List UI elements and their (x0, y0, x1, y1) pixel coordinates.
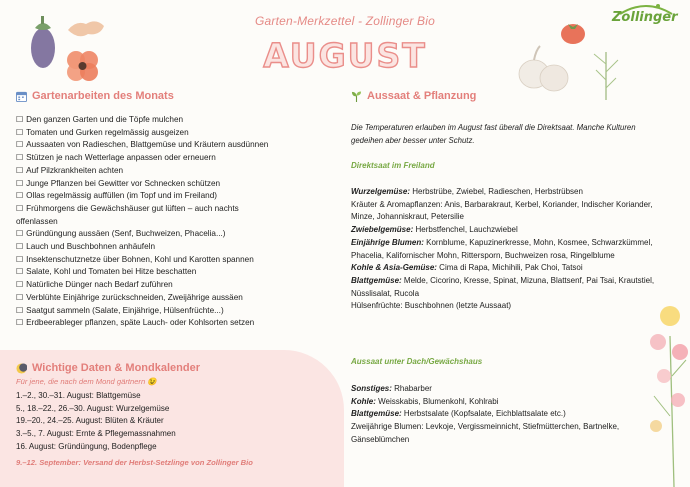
shipping-date-note: 9.–12. September: Versand der Herbst-Setzlinge von Zollinger Bio (16, 458, 253, 467)
checkbox-icon: ☐ (16, 229, 24, 239)
task-text: Lauch und Buschbohnen anhäufeln (26, 242, 156, 252)
task-text: Tomaten und Gurken regelmässig ausgeizen (26, 127, 189, 137)
brand-logo: Zollinger (612, 10, 678, 25)
calendar-icon (16, 91, 27, 102)
page-subtitle: Garten-Merkzettel - Zollinger Bio (255, 14, 435, 28)
sowing-entry-label: Einjährige Blumen: (351, 237, 424, 247)
sowing-entry-text: Hülsenfrüchte: Buschbohnen (letzte Aussaat) (351, 301, 512, 311)
sowing-entry-text: Cima di Rapa, Michihili, Pak Choi, Tatsoi (436, 263, 583, 273)
sowing-entry-label: Wurzelgemüse: (351, 187, 410, 196)
checkbox-icon: ☐ (16, 318, 24, 328)
moon-date-item: 5., 18.–22., 26.–30. August: Wurzelgemüse (16, 403, 170, 413)
sowing-entry-text: Kräuter & Aromapflanzen: Anis, Barbarakraut, Kerbel, Koriander, Indischer Koriander, Minze, Johanniskraut, Petersilie (351, 199, 653, 222)
page-title: AUGUST (263, 36, 427, 75)
sowing-heading (351, 90, 476, 102)
moon-heading (16, 362, 200, 374)
seedling-icon (351, 91, 362, 102)
task-text: Insektenschutznetze über Bohnen, Kohl und Karotten spannen (26, 254, 254, 264)
checkbox-icon: ☐ (16, 292, 24, 302)
sowing-entry-text: Herbstrübe, Zwiebel, Radieschen, Herbstrübsen (409, 187, 583, 196)
task-text: Frühmorgens die Gewächshäuser gut lüften – auch nachts (26, 203, 239, 213)
sowing-entry (351, 408, 661, 421)
garden-tasks-heading (16, 90, 174, 102)
moon-heading-label: Wichtige Daten & Mondkalender (32, 362, 200, 374)
task-item (16, 114, 336, 127)
task-item (16, 305, 336, 318)
task-item (16, 139, 336, 152)
sowing-entry (351, 237, 661, 262)
outdoor-sowing-list (351, 186, 661, 313)
sowing-entry-label: Sonstiges: (351, 384, 392, 393)
checkbox-icon: ☐ (16, 191, 24, 201)
task-item (16, 216, 336, 229)
moon-intro: Für jene, die nach dem Mond gärtnern 😉 (16, 377, 157, 386)
checkbox-icon: ☐ (16, 165, 24, 175)
checkbox-icon: ☐ (16, 115, 24, 124)
outdoor-sowing-heading: Direktsaat im Freiland (351, 161, 435, 170)
task-text: Aussaaten von Radieschen, Blattgemüse und Kräutern ausdünnen (26, 140, 269, 150)
sowing-entry-label: Kohle & Asia-Gemüse: (351, 263, 437, 273)
sowing-entry-text: Zweijährige Blumen: Levkoje, Vergissmeinnicht, Stiefmütterchen, Bartnelke, Gänseblümchen (351, 422, 620, 444)
moon-date-item: 19.–20., 24.–25. August: Blüten & Kräuter (16, 416, 164, 426)
checkbox-icon: ☐ (16, 127, 24, 137)
task-text: Saatgut sammeln (Salate, Einjährige, Hülsenfrüchte...) (26, 305, 224, 315)
checkbox-icon: ☐ (16, 280, 24, 290)
sowing-entry-label: Blattgemüse: (351, 409, 402, 419)
sowing-entry (351, 224, 661, 237)
sowing-entry (351, 396, 661, 409)
garden-tasks-heading-label: Gartenarbeiten des Monats (32, 90, 174, 102)
checkbox-icon: ☐ (16, 305, 24, 315)
covered-sowing-heading: Aussaat unter Dach/Gewächshaus (351, 357, 483, 366)
task-text: Stützen je nach Wetterlage anpassen oder erneuern (26, 153, 216, 163)
task-text: Salate, Kohl und Tomaten bei Hitze beschatten (26, 267, 197, 277)
task-item (16, 317, 336, 330)
sowing-entry (351, 262, 661, 275)
sowing-entry-text: Herbstfenchel, Lauchzwiebel (413, 225, 518, 235)
task-item (16, 279, 336, 292)
checkbox-icon: ☐ (16, 203, 24, 213)
moon-icon (16, 363, 27, 374)
sowing-entry (351, 199, 661, 224)
sowing-entry-label: Kohle: (351, 396, 376, 406)
garden-task-list (16, 114, 336, 330)
task-item (16, 228, 336, 241)
task-item (16, 190, 336, 203)
moon-date-item: 1.–2., 30.–31. August: Blattgemüse (16, 391, 141, 400)
sowing-entry-text: Melde, Cicorino, Kresse, Spinat, Mizuna, Blattsenf, Pai Tsai, Krautstiel, Nüsslisalat, Rucola (351, 275, 655, 298)
task-item (16, 203, 336, 216)
task-text: Den ganzen Garten und die Töpfe mulchen (26, 115, 184, 124)
task-item (16, 165, 336, 178)
covered-sowing-list (351, 383, 661, 447)
checkbox-icon: ☐ (16, 254, 24, 264)
task-text: Verblühte Einjährige zurückschneiden, Zweijährige aussäen (26, 292, 243, 302)
sowing-entry (351, 383, 661, 396)
task-text: Gründüngung aussäen (Senf, Buchweizen, Phacelia...) (26, 229, 226, 239)
moon-date-item: 3.–5., 7. August: Ernte & Pflegemassnahmen (16, 429, 176, 439)
sowing-entry-text: Rhabarber (391, 384, 432, 393)
sowing-intro: Die Temperaturen erlauben im August fast überall die Direktsaat. Manche Kulturen gedeihen aber besser unter Schutz. (351, 123, 636, 145)
task-text: offenlassen (16, 216, 58, 226)
task-item (16, 178, 336, 191)
task-item (16, 241, 336, 254)
sowing-entry (351, 300, 661, 313)
sowing-heading-label: Aussaat & Pflanzung (367, 90, 477, 102)
moon-date-list (16, 390, 346, 454)
sowing-entry-label: Blattgemüse: (351, 275, 402, 285)
task-text: Erdbeerableger pflanzen, späte Lauch- oder Kohlsorten setzen (26, 318, 255, 328)
task-text: Auf Pilzkrankheiten achten (26, 165, 124, 175)
sowing-entry-text: Weisskabis, Blumenkohl, Kohlrabi (375, 396, 499, 406)
task-text: Junge Pflanzen bei Gewitter vor Schnecken schützen (26, 178, 221, 188)
task-text: Natürliche Dünger nach Bedarf zuführen (26, 280, 173, 290)
checkbox-icon: ☐ (16, 267, 24, 277)
sowing-entry (351, 421, 661, 446)
sowing-entry-label: Zwiebelgemüse: (351, 225, 414, 235)
checkbox-icon: ☐ (16, 242, 24, 252)
sowing-entry-text: Kornblume, Kapuzinerkresse, Mohn, Kosmee, Schwarzkümmel, Phacelia, Kalifornischer Mohn, Rittersporn, Buchweizen rosa, Ringelblume (351, 237, 653, 260)
task-text: Ollas regelmässig auffüllen (im Topf und im Freiland) (26, 191, 217, 201)
task-item (16, 127, 336, 140)
task-item (16, 292, 336, 305)
sowing-entry (351, 275, 661, 300)
checkbox-icon: ☐ (16, 178, 24, 188)
sowing-entry-text: Herbstsalate (Kopfsalate, Eichblattsalate etc.) (401, 409, 566, 419)
task-item (16, 152, 336, 165)
checkbox-icon: ☐ (16, 153, 24, 163)
sowing-entry (351, 186, 661, 199)
checkbox-icon: ☐ (16, 140, 24, 150)
moon-date-item: 16. August: Gründüngung, Bodenpflege (16, 441, 157, 451)
task-item (16, 266, 336, 279)
task-item (16, 254, 336, 267)
